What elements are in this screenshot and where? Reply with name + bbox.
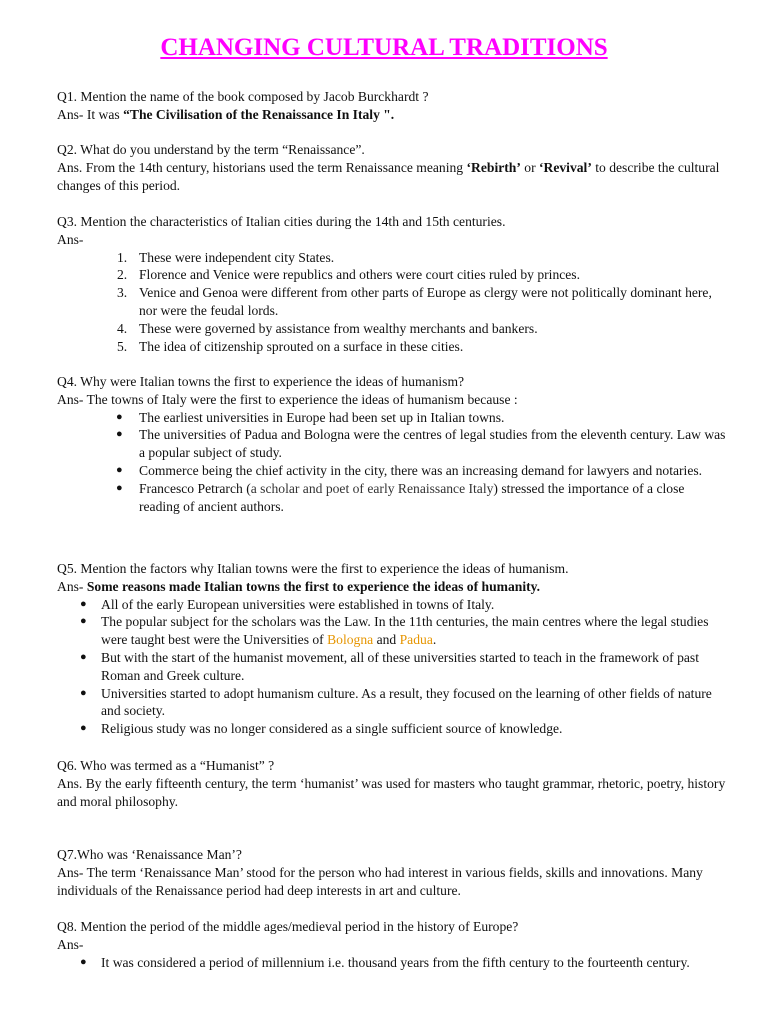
list-item bbox=[57, 649, 728, 685]
bologna-link[interactable]: Bologna bbox=[327, 632, 374, 648]
page-title: CHANGING CULTURAL TRADITIONS bbox=[160, 34, 608, 61]
q2-answer-text-b: or bbox=[520, 159, 539, 175]
list-item bbox=[57, 720, 728, 738]
q8-question: Q8. Mention the period of the middle ages/medieval period in the history of Europe? bbox=[57, 919, 519, 934]
list-item bbox=[57, 284, 728, 320]
q8-list bbox=[57, 954, 728, 972]
q4-answer: Ans- The towns of Italy were the first to experience the ideas of humanism because : bbox=[57, 391, 518, 407]
bullet-dot-icon: ● bbox=[80, 650, 87, 663]
q5-question: Q5. Mention the factors why Italian towns were the first to experience the ideas of humanism. bbox=[57, 561, 569, 576]
list-item-text: . bbox=[432, 632, 437, 648]
q2-section bbox=[57, 141, 728, 194]
q5-answer-prefix: Ans- bbox=[57, 578, 87, 594]
bullet-dot-icon: ● bbox=[116, 410, 123, 423]
list-item-text: and bbox=[373, 632, 400, 648]
q1-question: Q1. Mention the name of the book composed by Jacob Burckhardt ? bbox=[57, 89, 429, 104]
petrarch-text-a: Francesco Petrarch ( bbox=[139, 480, 251, 496]
list-item-text: These were governed by assistance from wealthy merchants and bankers. bbox=[139, 320, 538, 336]
list-item-text: These were independent city States. bbox=[139, 249, 335, 265]
q2-rebirth: ‘Rebirth’ bbox=[466, 159, 521, 175]
list-item-text: The popular subject for the scholars was the Law. In the 11th centuries, the main centres where the legal studies were taught best were the Universities of bbox=[101, 614, 709, 648]
q7-answer: Ans- The term ‘Renaissance Man’ stood for the person who had interest in various fields, skills and innovations. Many individuals of the Renaissance period had deep interests in art and culture. bbox=[57, 864, 703, 898]
q1-answer-bold: “The Civilisation of the Renaissance In Italy ". bbox=[123, 106, 395, 122]
bullet-dot-icon: ● bbox=[80, 722, 87, 735]
padua-link[interactable]: Padua bbox=[399, 632, 433, 648]
bullet-dot-icon: ● bbox=[80, 615, 87, 628]
petrarch-description: a scholar and poet of early Renaissance Italy bbox=[250, 480, 494, 496]
list-item bbox=[57, 480, 728, 516]
q5-answer bbox=[57, 578, 728, 596]
bullet-dot-icon: ● bbox=[80, 597, 87, 610]
list-number: 3. bbox=[117, 285, 128, 301]
q8-ans-label: Ans- bbox=[57, 936, 84, 952]
q5-answer-bold: Some reasons made Italian towns the first to experience the ideas of humanity. bbox=[86, 578, 541, 594]
bullet-dot-icon: ● bbox=[80, 955, 87, 968]
list-item bbox=[57, 338, 728, 356]
bullet-dot-icon: ● bbox=[116, 481, 123, 494]
q1-section bbox=[57, 88, 728, 124]
list-item-text: Commerce being the chief activity in the city, there was an increasing demand for lawyers and notaries. bbox=[139, 462, 703, 478]
q2-answer bbox=[57, 159, 728, 195]
q1-answer bbox=[57, 106, 728, 124]
q3-list bbox=[57, 249, 728, 356]
list-item bbox=[57, 266, 728, 284]
list-item bbox=[57, 596, 728, 614]
bullet-dot-icon: ● bbox=[116, 463, 123, 476]
q2-question: Q2. What do you understand by the term “Renaissance”. bbox=[57, 142, 365, 157]
list-number: 4. bbox=[117, 320, 128, 336]
q7-section bbox=[57, 846, 728, 899]
list-item bbox=[57, 954, 728, 972]
q6-section bbox=[57, 757, 728, 810]
q6-question: Q6. Who was termed as a “Humanist” ? bbox=[57, 758, 275, 773]
q3-ans-label: Ans- bbox=[57, 231, 84, 247]
q3-question: Q3. Mention the characteristics of Italian cities during the 14th and 15th centuries. bbox=[57, 214, 506, 229]
list-item bbox=[57, 426, 728, 462]
q4-question: Q4. Why were Italian towns the first to experience the ideas of humanism? bbox=[57, 374, 465, 389]
list-item bbox=[57, 249, 728, 267]
q2-revival: ‘Revival’ bbox=[539, 159, 592, 175]
list-item bbox=[57, 409, 728, 427]
list-item-text: Florence and Venice were republics and others were court cities ruled by princes. bbox=[139, 267, 580, 283]
bullet-dot-icon: ● bbox=[116, 428, 123, 441]
list-number: 5. bbox=[117, 338, 128, 354]
list-item-text: But with the start of the humanist movement, all of these universities started to teach in the framework of past Roman and Greek culture. bbox=[101, 649, 699, 683]
list-item-text: All of the early European universities were established in towns of Italy. bbox=[101, 596, 495, 612]
list-item-text: The idea of citizenship sprouted on a surface in these cities. bbox=[139, 338, 464, 354]
list-number: 2. bbox=[117, 267, 128, 283]
q2-answer-text-c: to describe the cultural changes of this period. bbox=[57, 159, 720, 193]
q5-list bbox=[57, 596, 728, 738]
q7-question: Q7.Who was ‘Renaissance Man’? bbox=[57, 847, 242, 862]
list-number: 1. bbox=[117, 249, 128, 265]
list-item-text: The earliest universities in Europe had been set up in Italian towns. bbox=[139, 409, 505, 425]
bullet-dot-icon: ● bbox=[80, 686, 87, 699]
list-item-text: Venice and Genoa were different from other parts of Europe as clergy were not politically dominant here, nor were the feudal lords. bbox=[139, 285, 712, 318]
list-item bbox=[57, 613, 728, 649]
q4-section bbox=[57, 373, 728, 515]
list-item bbox=[57, 320, 728, 338]
petrarch-text-b: ) stressed the importance of a close reading of ancient authors. bbox=[139, 480, 685, 514]
list-item-text: It was considered a period of millennium i.e. thousand years from the fifth century to the fourteenth century. bbox=[101, 954, 690, 970]
q8-section bbox=[57, 918, 728, 971]
list-item-text: Universities started to adopt humanism culture. As a result, they focused on the learning of other fields of nature and society. bbox=[101, 685, 712, 719]
list-item-text: The universities of Padua and Bologna were the centres of legal studies from the eleventh century. Law was a popular subject of study. bbox=[139, 427, 726, 461]
q6-answer: Ans. By the early fifteenth century, the term ‘humanist’ was used for masters who taught grammar, rhetoric, poetry, history and moral philosophy. bbox=[57, 775, 726, 809]
q4-list bbox=[57, 409, 728, 516]
q3-section bbox=[57, 213, 728, 355]
q2-answer-text-a: Ans. From the 14th century, historians used the term Renaissance meaning bbox=[57, 159, 467, 175]
q5-section bbox=[57, 560, 728, 738]
q1-answer-prefix: Ans- It was bbox=[57, 106, 124, 122]
list-item-text: Religious study was no longer considered as a single sufficient source of knowledge. bbox=[101, 721, 563, 737]
list-item bbox=[57, 462, 728, 480]
list-item bbox=[57, 685, 728, 721]
